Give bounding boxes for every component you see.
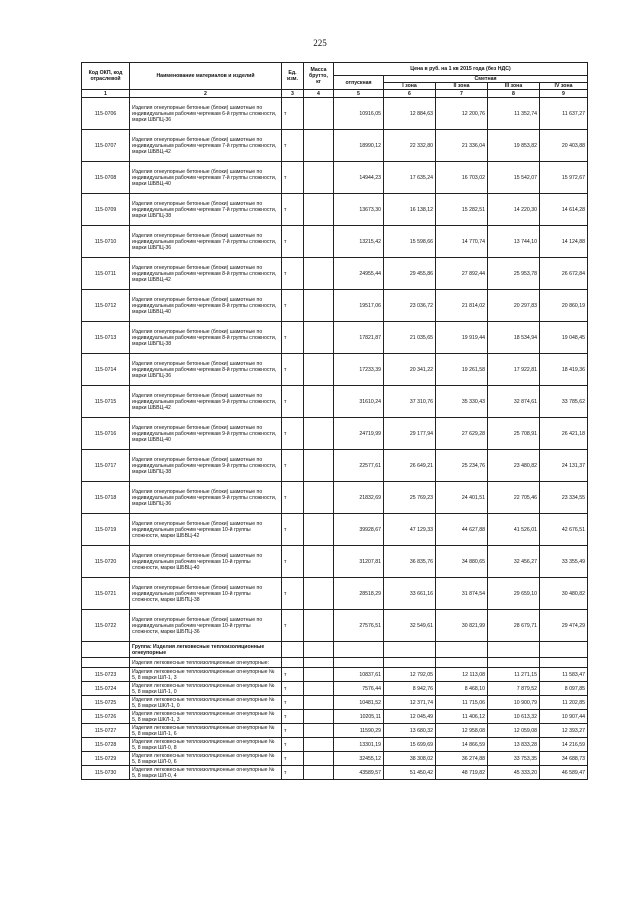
table-row [82, 668, 588, 682]
row-unit: т [282, 738, 304, 752]
row-price-zone-1: 22 332,80 [384, 130, 436, 162]
row-price-release: 18990,12 [334, 130, 384, 162]
header-estimate: Сметная [384, 76, 588, 83]
row-mass [304, 258, 334, 290]
row-price-release: 31207,81 [334, 546, 384, 578]
row-price-zone-3: 28 679,71 [488, 610, 540, 642]
row-price-zone-2: 12 200,76 [436, 98, 488, 130]
row-price-zone-2: 16 703,02 [436, 162, 488, 194]
row-mass [304, 696, 334, 710]
row-price-release: 24719,99 [334, 418, 384, 450]
row-name: Изделия огнеупорные бетонные (блоки) шамотные по индивидуальным рабочим чертежам 10-й группы сложности, марки ШБПЦ-36 [130, 610, 282, 642]
row-price-zone-3: 22 705,46 [488, 482, 540, 514]
row-unit: т [282, 696, 304, 710]
row-price-release: 10205,11 [334, 710, 384, 724]
row-name: Изделия легковесные теплоизоляционные огнеупорные № 5, 8 марки ШЛ-0, 6 [130, 752, 282, 766]
row-price-release: 43589,57 [334, 766, 384, 780]
row-price-release: 27576,51 [334, 610, 384, 642]
price-table [81, 62, 588, 780]
row-price-zone-2: 27 629,28 [436, 418, 488, 450]
row-price-zone-2: 36 274,88 [436, 752, 488, 766]
col-number: 9 [540, 90, 588, 98]
row-price-zone-3: 32 456,27 [488, 546, 540, 578]
row-price-zone-4: 12 393,27 [540, 724, 588, 738]
row-price-zone-1: 12 884,63 [384, 98, 436, 130]
row-mass [304, 418, 334, 450]
row-price-zone-1: 26 649,21 [384, 450, 436, 482]
row-mass [304, 724, 334, 738]
table-row [82, 738, 588, 752]
row-price-zone-3: 18 534,94 [488, 322, 540, 354]
header-mass: Масса брутто, кг [304, 63, 334, 90]
header-zone-1: I зона [384, 83, 436, 90]
row-price-zone-2: 44 627,88 [436, 514, 488, 546]
table-row [82, 514, 588, 546]
row-price-zone-2: 19 261,58 [436, 354, 488, 386]
row-price-release: 10916,05 [334, 98, 384, 130]
header-release: отпускная [334, 76, 384, 90]
row-code: 115-0714 [82, 354, 130, 386]
row-name: Изделия огнеупорные бетонные (блоки) шамотные по индивидуальным рабочим чертежам 7-й группы сложности, марки ШБПЦ-38 [130, 194, 282, 226]
row-mass [304, 354, 334, 386]
row-price-zone-2: 14 866,59 [436, 738, 488, 752]
table-row [82, 354, 588, 386]
row-code: 115-0727 [82, 724, 130, 738]
row-price-release: 10481,52 [334, 696, 384, 710]
row-price-zone-3: 10 900,79 [488, 696, 540, 710]
row-code: 115-0725 [82, 696, 130, 710]
row-price-zone-4: 42 676,51 [540, 514, 588, 546]
row-code: 115-0722 [82, 610, 130, 642]
row-price-zone-2: 12 113,08 [436, 668, 488, 682]
table-row [82, 766, 588, 780]
row-unit: т [282, 130, 304, 162]
row-price-zone-3: 20 297,83 [488, 290, 540, 322]
row-price-zone-2: 14 770,74 [436, 226, 488, 258]
table-row [82, 482, 588, 514]
row-name: Изделия легковесные теплоизоляционные огнеупорные № 5, 8 марки ШЛ-0, 4 [130, 766, 282, 780]
table-row [82, 258, 588, 290]
row-price-zone-4: 26 421,18 [540, 418, 588, 450]
row-price-zone-1: 16 138,12 [384, 194, 436, 226]
row-name: Изделия легковесные теплоизоляционные огнеупорные № 5, 8 марки ШЛ-0, 8 [130, 738, 282, 752]
row-name: Изделия легковесные теплоизоляционные огнеупорные № 5, 8 марки ШЛ-1, 3 [130, 668, 282, 682]
row-mass [304, 578, 334, 610]
table-row [82, 418, 588, 450]
row-price-zone-3: 32 874,61 [488, 386, 540, 418]
row-price-zone-2: 11 715,06 [436, 696, 488, 710]
row-name: Изделия огнеупорные бетонные (блоки) шамотные по индивидуальным рабочим чертежам 9-й группы сложности, марки ШБВЦ-40 [130, 418, 282, 450]
row-price-zone-4: 20 860,19 [540, 290, 588, 322]
row-mass [304, 162, 334, 194]
row-price-zone-3: 25 953,78 [488, 258, 540, 290]
row-price-zone-4: 30 480,82 [540, 578, 588, 610]
row-price-zone-4: 11 583,47 [540, 668, 588, 682]
row-unit: т [282, 482, 304, 514]
header-code: Код ОКП, код отраслевой [82, 63, 130, 90]
row-code: 115-0712 [82, 290, 130, 322]
row-name: Изделия легковесные теплоизоляционные огнеупорные № 5, 8 марки ШЛ-1, 0 [130, 682, 282, 696]
row-unit: т [282, 578, 304, 610]
row-price-zone-1: 29 455,86 [384, 258, 436, 290]
row-mass [304, 450, 334, 482]
row-mass [304, 766, 334, 780]
row-price-zone-3: 10 613,32 [488, 710, 540, 724]
row-code: 115-0719 [82, 514, 130, 546]
row-price-zone-2: 31 874,54 [436, 578, 488, 610]
row-code: 115-0728 [82, 738, 130, 752]
row-price-zone-3: 14 220,30 [488, 194, 540, 226]
row-unit: т [282, 290, 304, 322]
row-name: Изделия легковесные теплоизоляционные огнеупорные № 5, 8 марки ШКЛ-1, 3 [130, 710, 282, 724]
row-unit: т [282, 610, 304, 642]
row-price-zone-3: 7 879,52 [488, 682, 540, 696]
row-name: Изделия огнеупорные бетонные (блоки) шамотные по индивидуальным рабочим чертежам 8-й группы сложности, марки ШБПЦ-38 [130, 322, 282, 354]
row-name: Изделия огнеупорные бетонные (блоки) шамотные по индивидуальным рабочим чертежам 9-й группы сложности, марки ШБВЦ-42 [130, 386, 282, 418]
row-price-release: 32455,12 [334, 752, 384, 766]
table-row [82, 226, 588, 258]
row-price-zone-4: 33 355,49 [540, 546, 588, 578]
row-price-zone-2: 21 336,04 [436, 130, 488, 162]
row-price-release: 39928,67 [334, 514, 384, 546]
row-mass [304, 482, 334, 514]
row-price-zone-3: 11 271,15 [488, 668, 540, 682]
row-code: 115-0707 [82, 130, 130, 162]
row-price-zone-4: 26 672,84 [540, 258, 588, 290]
row-code: 115-0709 [82, 194, 130, 226]
row-mass [304, 514, 334, 546]
row-price-zone-1: 32 549,61 [384, 610, 436, 642]
row-code: 115-0726 [82, 710, 130, 724]
table-row [82, 130, 588, 162]
col-number: 5 [334, 90, 384, 98]
row-price-zone-4: 33 785,62 [540, 386, 588, 418]
row-price-zone-2: 8 468,10 [436, 682, 488, 696]
row-unit: т [282, 418, 304, 450]
row-mass [304, 226, 334, 258]
row-code: 115-0729 [82, 752, 130, 766]
row-mass [304, 668, 334, 682]
row-mass [304, 322, 334, 354]
row-price-zone-1: 12 792,05 [384, 668, 436, 682]
row-price-release: 14944,23 [334, 162, 384, 194]
col-number: 3 [282, 90, 304, 98]
row-code: 115-0718 [82, 482, 130, 514]
col-number: 7 [436, 90, 488, 98]
row-code: 115-0713 [82, 322, 130, 354]
row-mass [304, 290, 334, 322]
row-price-zone-4: 29 474,29 [540, 610, 588, 642]
row-unit: т [282, 258, 304, 290]
row-name: Изделия легковесные теплоизоляционные огнеупорные № 5, 8 марки ШКЛ-1, 0 [130, 696, 282, 710]
row-price-zone-3: 11 352,74 [488, 98, 540, 130]
table-row [82, 710, 588, 724]
group-section [82, 642, 588, 668]
table-row [82, 696, 588, 710]
row-price-release: 21832,69 [334, 482, 384, 514]
page-number: 225 [313, 38, 327, 48]
row-mass [304, 194, 334, 226]
row-code: 115-0717 [82, 450, 130, 482]
row-name: Изделия огнеупорные бетонные (блоки) шамотные по индивидуальным рабочим чертежам 8-й группы сложности, марки ШБВЦ-40 [130, 290, 282, 322]
row-unit: т [282, 724, 304, 738]
row-code: 115-0723 [82, 668, 130, 682]
table-row [82, 322, 588, 354]
row-mass [304, 710, 334, 724]
row-price-zone-4: 24 131,37 [540, 450, 588, 482]
row-price-release: 22577,61 [334, 450, 384, 482]
row-unit: т [282, 752, 304, 766]
header-price-title: Цена в руб. на 1 кв 2015 года (без НДС) [334, 63, 588, 76]
row-price-zone-4: 19 048,45 [540, 322, 588, 354]
row-price-zone-3: 41 526,01 [488, 514, 540, 546]
row-price-zone-4: 20 403,88 [540, 130, 588, 162]
col-number: 2 [130, 90, 282, 98]
row-unit: т [282, 682, 304, 696]
row-name: Изделия огнеупорные бетонные (блоки) шамотные по индивидуальным рабочим чертежам 9-й группы сложности, марки ШБПЦ-38 [130, 450, 282, 482]
row-mass [304, 738, 334, 752]
row-price-release: 7576,44 [334, 682, 384, 696]
row-mass [304, 682, 334, 696]
row-price-zone-2: 15 282,51 [436, 194, 488, 226]
subgroup-title: Изделия легковесные теплоизоляционные огнеупорные: [130, 658, 282, 668]
table-row [82, 682, 588, 696]
row-price-zone-1: 29 177,94 [384, 418, 436, 450]
header-zone-4: IV зона [540, 83, 588, 90]
row-price-zone-2: 34 880,65 [436, 546, 488, 578]
row-price-zone-1: 13 680,32 [384, 724, 436, 738]
row-price-zone-4: 8 097,85 [540, 682, 588, 696]
row-price-zone-1: 33 661,16 [384, 578, 436, 610]
row-price-release: 13215,42 [334, 226, 384, 258]
row-price-zone-1: 25 769,23 [384, 482, 436, 514]
row-price-zone-2: 30 821,99 [436, 610, 488, 642]
row-price-zone-2: 24 401,51 [436, 482, 488, 514]
row-price-zone-4: 46 589,47 [540, 766, 588, 780]
row-price-zone-2: 27 892,44 [436, 258, 488, 290]
row-unit: т [282, 546, 304, 578]
row-price-zone-4: 23 334,55 [540, 482, 588, 514]
table-row [82, 386, 588, 418]
header-name: Наименование материалов и изделий [130, 63, 282, 90]
col-number: 1 [82, 90, 130, 98]
row-price-zone-3: 15 542,07 [488, 162, 540, 194]
row-price-zone-1: 12 045,49 [384, 710, 436, 724]
row-name: Изделия огнеупорные бетонные (блоки) шамотные по индивидуальным рабочим чертежам 10-й группы сложности, марки ШБПЦ-38 [130, 578, 282, 610]
row-price-zone-4: 11 637,27 [540, 98, 588, 130]
row-price-zone-4: 15 972,67 [540, 162, 588, 194]
row-price-zone-4: 18 419,36 [540, 354, 588, 386]
row-code: 115-0708 [82, 162, 130, 194]
row-mass [304, 98, 334, 130]
table-row [82, 578, 588, 610]
row-price-zone-3: 25 708,91 [488, 418, 540, 450]
row-price-zone-3: 13 833,28 [488, 738, 540, 752]
row-unit: т [282, 766, 304, 780]
row-price-zone-3: 12 059,08 [488, 724, 540, 738]
col-number: 4 [304, 90, 334, 98]
row-unit: т [282, 162, 304, 194]
row-price-zone-4: 11 202,85 [540, 696, 588, 710]
row-unit: т [282, 354, 304, 386]
row-price-release: 24955,44 [334, 258, 384, 290]
row-unit: т [282, 194, 304, 226]
row-mass [304, 386, 334, 418]
table-row [82, 194, 588, 226]
table-body-refractory-blocks [82, 98, 588, 642]
row-price-zone-1: 37 310,76 [384, 386, 436, 418]
row-price-zone-2: 48 719,82 [436, 766, 488, 780]
table-row [82, 162, 588, 194]
row-unit: т [282, 668, 304, 682]
row-name: Изделия огнеупорные бетонные (блоки) шамотные по индивидуальным рабочим чертежам 7-й группы сложности, марки ШБВЦ-42 [130, 130, 282, 162]
table-row [82, 724, 588, 738]
row-price-zone-3: 29 659,10 [488, 578, 540, 610]
row-price-zone-2: 19 919,44 [436, 322, 488, 354]
row-price-zone-2: 21 814,02 [436, 290, 488, 322]
table-body-lightweight-items [82, 668, 588, 780]
row-unit: т [282, 98, 304, 130]
row-price-zone-2: 35 330,43 [436, 386, 488, 418]
row-price-zone-4: 14 216,59 [540, 738, 588, 752]
table-row [82, 752, 588, 766]
row-price-zone-2: 12 958,08 [436, 724, 488, 738]
row-mass [304, 130, 334, 162]
row-price-zone-3: 23 480,82 [488, 450, 540, 482]
row-price-release: 13301,19 [334, 738, 384, 752]
row-code: 115-0720 [82, 546, 130, 578]
row-unit: т [282, 710, 304, 724]
row-price-release: 31610,24 [334, 386, 384, 418]
row-price-release: 13673,30 [334, 194, 384, 226]
col-number: 8 [488, 90, 540, 98]
row-mass [304, 610, 334, 642]
row-code: 115-0716 [82, 418, 130, 450]
row-name: Изделия легковесные теплоизоляционные огнеупорные № 5, 8 марки ШЛ-1, 6 [130, 724, 282, 738]
row-price-release: 17233,39 [334, 354, 384, 386]
row-price-zone-2: 25 234,76 [436, 450, 488, 482]
row-unit: т [282, 386, 304, 418]
row-name: Изделия огнеупорные бетонные (блоки) шамотные по индивидуальным рабочим чертежам 7-й группы сложности, марки ШБПЦ-36 [130, 226, 282, 258]
header-zone-3: III зона [488, 83, 540, 90]
header-zone-2: II зона [436, 83, 488, 90]
row-price-zone-1: 21 035,65 [384, 322, 436, 354]
row-name: Изделия огнеупорные бетонные (блоки) шамотные по индивидуальным рабочим чертежам 9-й группы сложности, марки ШБПЦ-36 [130, 482, 282, 514]
group-title: Группа: Изделия легковесные теплоизоляционные огнеупорные [130, 642, 282, 658]
row-price-release: 11590,29 [334, 724, 384, 738]
row-price-zone-1: 15 598,66 [384, 226, 436, 258]
row-price-release: 17821,87 [334, 322, 384, 354]
table-row [82, 98, 588, 130]
row-price-zone-3: 17 922,81 [488, 354, 540, 386]
table-row [82, 450, 588, 482]
row-price-zone-2: 11 406,12 [436, 710, 488, 724]
row-price-zone-1: 17 635,24 [384, 162, 436, 194]
row-price-zone-4: 14 614,28 [540, 194, 588, 226]
row-price-release: 19517,06 [334, 290, 384, 322]
row-code: 115-0721 [82, 578, 130, 610]
row-name: Изделия огнеупорные бетонные (блоки) шамотные по индивидуальным рабочим чертежам 10-й группы сложности, марки ШБВЦ-42 [130, 514, 282, 546]
row-unit: т [282, 322, 304, 354]
row-price-zone-1: 23 036,72 [384, 290, 436, 322]
row-price-zone-4: 14 124,88 [540, 226, 588, 258]
row-price-zone-3: 19 853,82 [488, 130, 540, 162]
row-unit: т [282, 226, 304, 258]
row-code: 115-0710 [82, 226, 130, 258]
row-price-zone-1: 38 308,02 [384, 752, 436, 766]
row-price-zone-1: 36 835,76 [384, 546, 436, 578]
table-row [82, 290, 588, 322]
row-unit: т [282, 450, 304, 482]
col-number: 6 [384, 90, 436, 98]
row-price-zone-1: 8 942,76 [384, 682, 436, 696]
column-numbers-row [82, 90, 588, 98]
row-price-zone-3: 13 744,10 [488, 226, 540, 258]
row-price-zone-1: 47 129,33 [384, 514, 436, 546]
row-code: 115-0706 [82, 98, 130, 130]
row-price-zone-4: 34 688,73 [540, 752, 588, 766]
row-price-zone-1: 51 450,42 [384, 766, 436, 780]
row-name: Изделия огнеупорные бетонные (блоки) шамотные по индивидуальным рабочим чертежам 6-й группы сложности, марки ШБПЦ-36 [130, 98, 282, 130]
row-price-zone-1: 15 699,69 [384, 738, 436, 752]
row-name: Изделия огнеупорные бетонные (блоки) шамотные по индивидуальным рабочим чертежам 10-й группы сложности, марки ШБВЦ-40 [130, 546, 282, 578]
row-price-zone-4: 10 907,44 [540, 710, 588, 724]
row-name: Изделия огнеупорные бетонные (блоки) шамотные по индивидуальным рабочим чертежам 8-й группы сложности, марки ШБПЦ-36 [130, 354, 282, 386]
row-code: 115-0715 [82, 386, 130, 418]
row-price-zone-3: 33 753,35 [488, 752, 540, 766]
header-unit: Ед. изм. [282, 63, 304, 90]
row-price-zone-1: 12 371,74 [384, 696, 436, 710]
row-code: 115-0724 [82, 682, 130, 696]
row-price-release: 28518,29 [334, 578, 384, 610]
table-row [82, 610, 588, 642]
row-code: 115-0711 [82, 258, 130, 290]
row-unit: т [282, 514, 304, 546]
row-code: 115-0730 [82, 766, 130, 780]
row-price-release: 10837,61 [334, 668, 384, 682]
row-price-zone-3: 45 333,20 [488, 766, 540, 780]
row-name: Изделия огнеупорные бетонные (блоки) шамотные по индивидуальным рабочим чертежам 7-й группы сложности, марки ШБВЦ-40 [130, 162, 282, 194]
table-row [82, 546, 588, 578]
row-price-zone-1: 20 341,22 [384, 354, 436, 386]
row-name: Изделия огнеупорные бетонные (блоки) шамотные по индивидуальным рабочим чертежам 8-й группы сложности, марки ШБВЦ-42 [130, 258, 282, 290]
row-mass [304, 546, 334, 578]
row-mass [304, 752, 334, 766]
